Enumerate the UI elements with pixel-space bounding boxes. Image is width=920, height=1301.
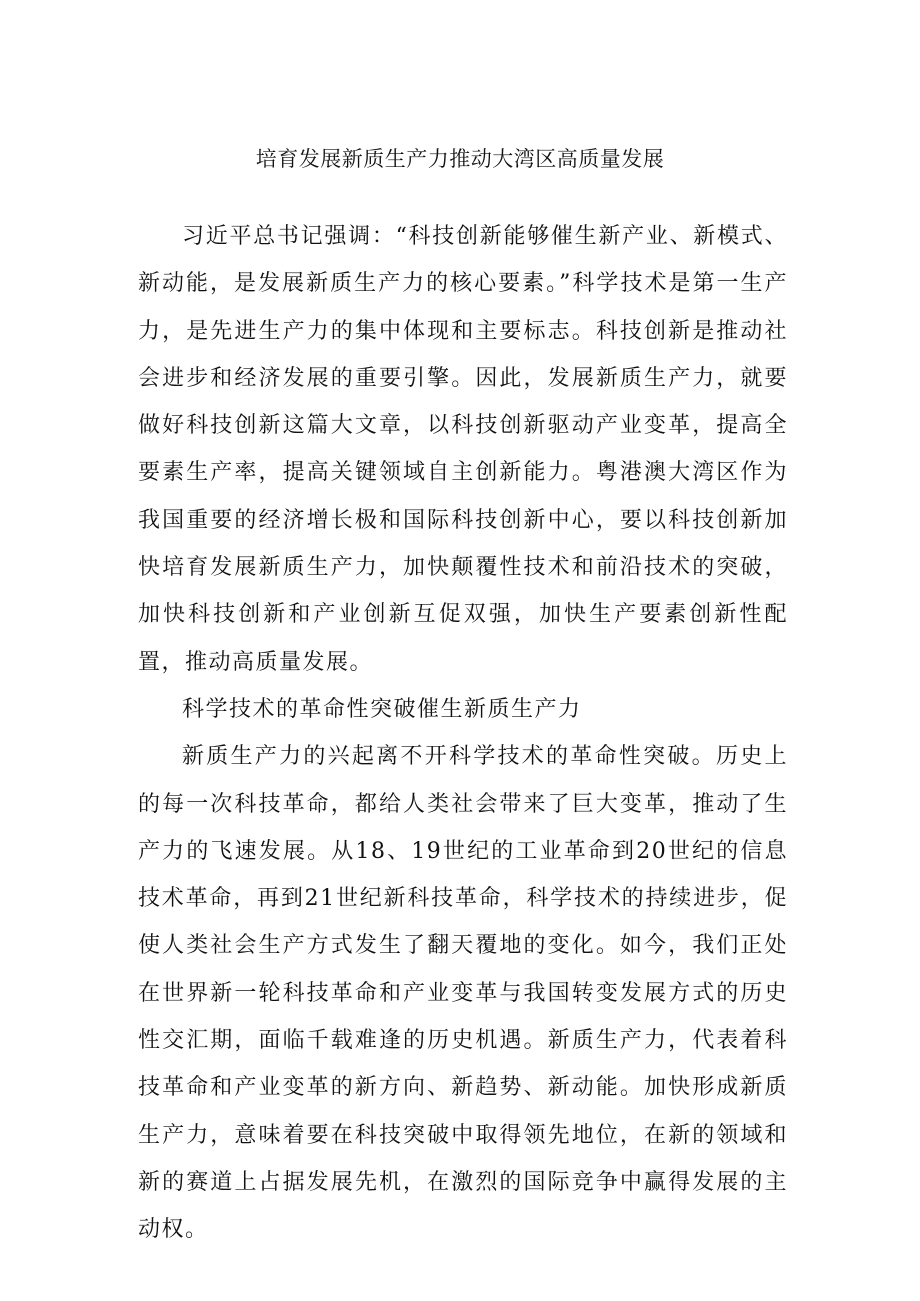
- section-heading: 科学技术的革命性突破催生新质生产力: [182, 696, 582, 722]
- paragraph-section-body: 新质生产力的兴起离不开科学技术的革命性突破。历史上的每一次科技革命，都给人类社会带来了巨大变革，推动了生产力的飞速发展。从18、19世纪的工业革命到20世纪的信息技术革命，再到21世纪新科技革命，科学技术的持续进步，促使人类社会生产方式发生了翻天覆地的变化。如今，我们正处在世界新一轮科技革命和产业变革与我国转变发展方式的历史性交汇期，面临千载难逢的历史机遇。新质生产力，代表着科技革命和产业变革的新方向、新趋势、新动能。加快形成新质生产力，意味着要在科技突破中取得领先地位，在新的领域和新的赛道上占据发展先机，在激烈的国际竞争中赢得发展的主动权。: [138, 744, 788, 1243]
- paragraph-intro: 习近平总书记强调：“科技创新能够催生新产业、新模式、新动能，是发展新质生产力的核心要素。”科学技术是第一生产力，是先进生产力的集中体现和主要标志。科技创新是推动社会进步和经济发展的重要引擎。因此，发展新质生产力，就要做好科技创新这篇大文章，以科技创新驱动产业变革，提高全要素生产率，提高关键领域自主创新能力。粤港澳大湾区作为我国重要的经济增长极和国际科技创新中心，要以科技创新加快培育发展新质生产力，加快颠覆性技术和前沿技术的突破，加快科技创新和产业创新互促双强，加快生产要素创新性配置，推动高质量发展。: [138, 224, 788, 675]
- document-body: [138, 213, 788, 1254]
- document-title: 培育发展新质生产力推动大湾区高质量发展: [255, 147, 665, 171]
